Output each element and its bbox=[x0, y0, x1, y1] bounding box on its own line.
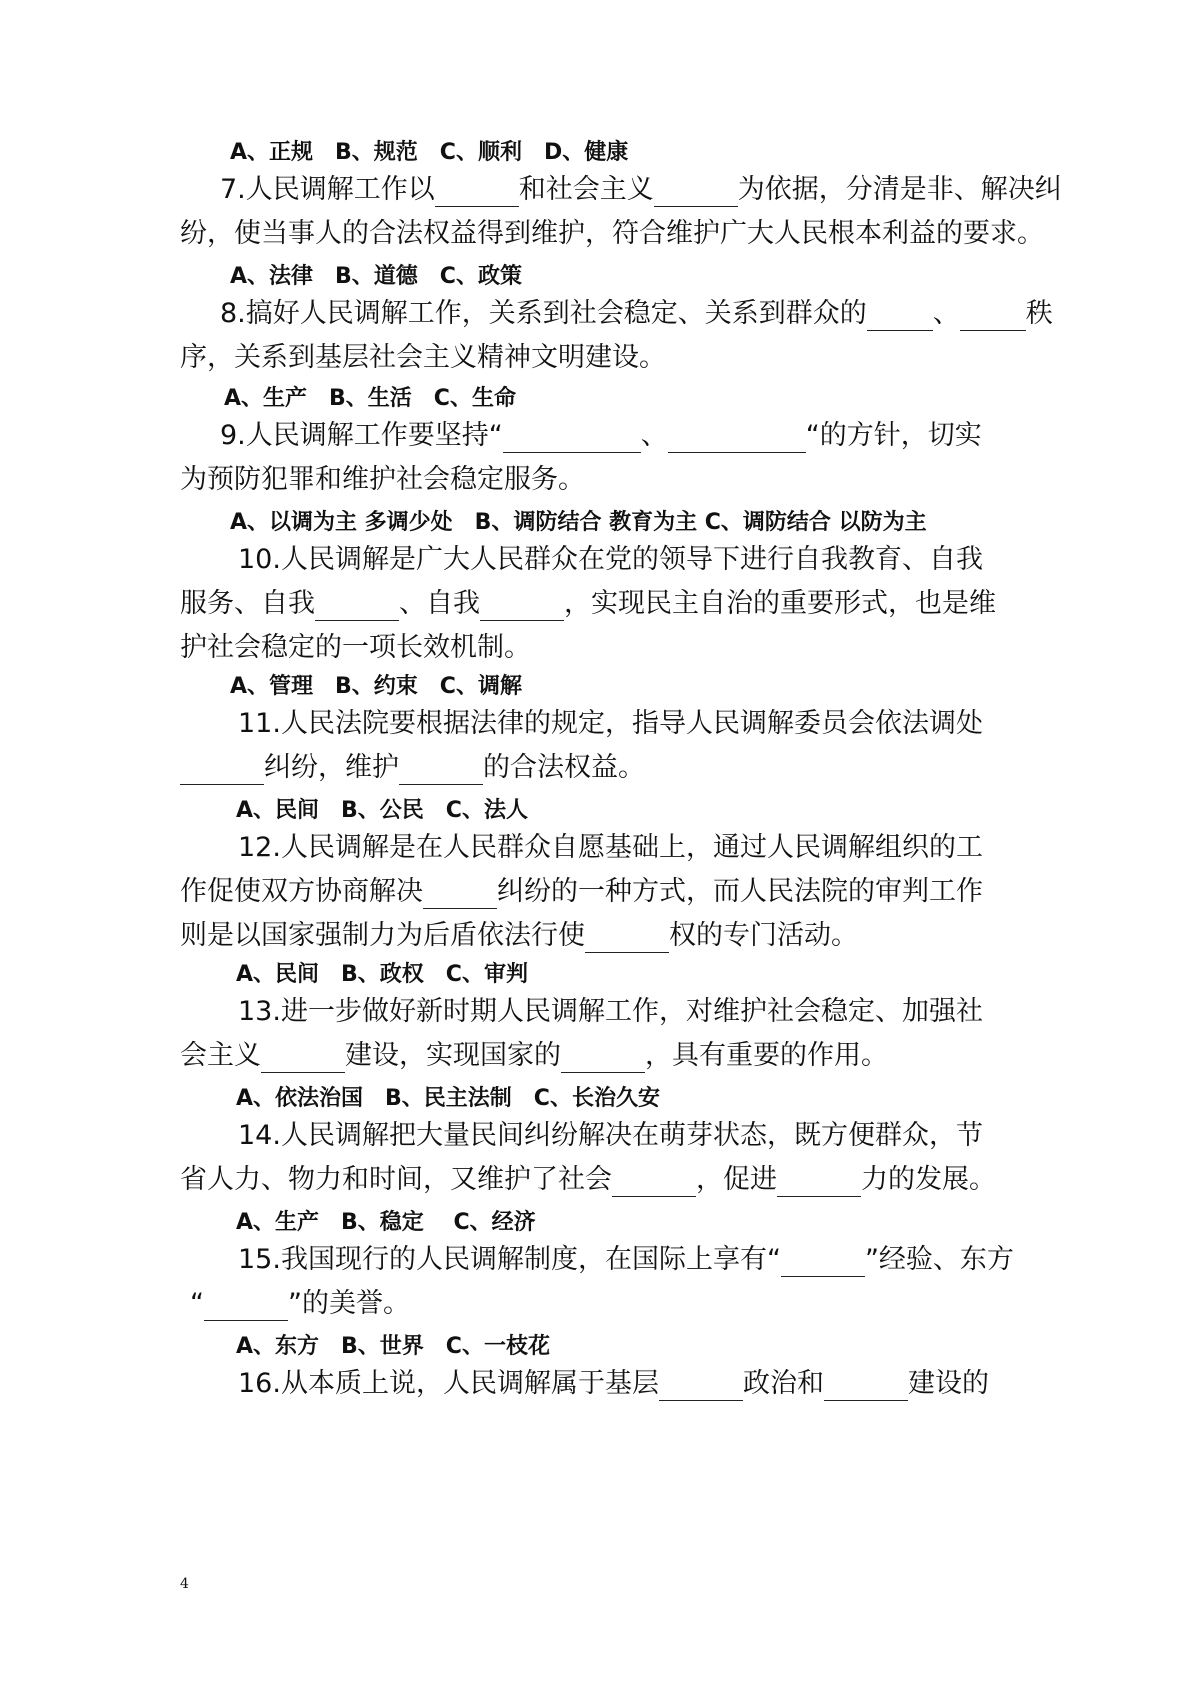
text-segment: 建设，实现国家的 bbox=[345, 1040, 561, 1071]
text-segment: ”经验、东方 bbox=[864, 1244, 1014, 1275]
blank-line bbox=[960, 298, 1026, 331]
options-q7: A、法律 B、道德 C、政策 bbox=[230, 264, 522, 289]
text-segment: 8.搞好人民调解工作，关系到社会稳定、关系到群众的 bbox=[220, 298, 867, 329]
question-10-line-1: 10.人民调解是广大人民群众在党的领导下进行自我教育、自我 bbox=[238, 544, 983, 575]
question-15-line-1 bbox=[238, 1238, 1014, 1282]
text-segment: 16.从本质上说，人民调解属于基层 bbox=[238, 1368, 659, 1399]
blank-line bbox=[204, 1288, 288, 1321]
options-q15: A、东方 B、世界 C、一枝花 bbox=[236, 1334, 550, 1359]
text-segment: 会主义 bbox=[180, 1040, 261, 1071]
text-segment: 建设的 bbox=[907, 1368, 989, 1399]
blank-line bbox=[561, 1040, 645, 1073]
text-segment: 15.我国现行的人民调解制度，在国际上享有“ bbox=[238, 1244, 781, 1275]
blank-line bbox=[824, 1368, 908, 1401]
blank-line bbox=[654, 174, 738, 207]
text-segment: 、 bbox=[932, 298, 960, 329]
text-segment: 则是以国家强制力为后盾依法行使 bbox=[180, 920, 585, 951]
text-segment: ，促进 bbox=[696, 1164, 777, 1195]
question-12-line-1: 12.人民调解是在人民群众自愿基础上，通过人民调解组织的工 bbox=[238, 832, 983, 863]
question-9-line-1 bbox=[220, 414, 982, 458]
question-13-line-2 bbox=[180, 1034, 888, 1078]
text-segment: 纠纷，维护 bbox=[264, 752, 399, 783]
question-8-line-2: 序，关系到基层社会主义精神文明建设。 bbox=[180, 342, 666, 373]
blank-line bbox=[585, 920, 669, 953]
question-11-line-2 bbox=[180, 746, 645, 790]
options-q13: A、依法治国 B、民主法制 C、长治久安 bbox=[236, 1086, 660, 1111]
question-7-line-1 bbox=[220, 168, 1062, 212]
text-segment: 省人力、物力和时间，又维护了社会 bbox=[180, 1164, 612, 1195]
blank-line bbox=[315, 588, 399, 621]
blank-line bbox=[777, 1164, 861, 1197]
text-segment: 和社会主义 bbox=[518, 174, 654, 205]
blank-line bbox=[480, 588, 564, 621]
blank-line bbox=[867, 298, 933, 331]
text-segment: 服务、自我 bbox=[180, 588, 315, 619]
blank-line bbox=[399, 752, 483, 785]
blank-line bbox=[180, 752, 264, 785]
text-segment: ，实现民主自治的重要形式，也是维 bbox=[564, 588, 996, 619]
text-segment: 秩 bbox=[1025, 298, 1053, 329]
question-11-line-1: 11.人民法院要根据法律的规定，指导人民调解委员会依法调处 bbox=[238, 708, 983, 739]
options-q9: A、以调为主 多调少处 B、调防结合 教育为主 C、调防结合 以防为主 bbox=[230, 510, 927, 535]
blank-line bbox=[435, 174, 519, 207]
blank-line bbox=[668, 420, 806, 453]
options-q14: A、生产 B、稳定 C、经济 bbox=[236, 1210, 536, 1235]
text-segment: 纠纷的一种方式，而人民法院的审判工作 bbox=[497, 876, 983, 907]
blank-line bbox=[423, 876, 497, 909]
text-segment: 政治和 bbox=[742, 1368, 824, 1399]
question-9-line-2: 为预防犯罪和维护社会稳定服务。 bbox=[180, 464, 585, 495]
options-q10: A、管理 B、约束 C、调解 bbox=[230, 674, 522, 699]
blank-line bbox=[503, 420, 641, 453]
options-q12: A、民间 B、政权 C、审判 bbox=[236, 962, 528, 987]
text-segment: 7.人民调解工作以 bbox=[220, 174, 435, 205]
text-segment: ，具有重要的作用。 bbox=[645, 1040, 888, 1071]
text-segment: 9.人民调解工作要坚持“ bbox=[220, 420, 503, 451]
question-7-line-2: 纷，使当事人的合法权益得到维护，符合维护广大人民根本利益的要求。 bbox=[180, 218, 1044, 249]
text-segment: 为依据，分清是非、解决纠 bbox=[737, 174, 1062, 205]
text-segment: 作促使双方协商解决 bbox=[180, 876, 423, 907]
text-segment: 、 bbox=[640, 420, 668, 451]
question-14-line-1: 14.人民调解把大量民间纠纷解决在萌芽状态，既方便群众，节 bbox=[238, 1120, 983, 1151]
blank-line bbox=[659, 1368, 743, 1401]
text-segment: 权的专门活动。 bbox=[669, 920, 858, 951]
question-10-line-2 bbox=[180, 582, 996, 626]
text-segment: 的合法权益。 bbox=[483, 752, 645, 783]
question-16-line-1 bbox=[238, 1362, 989, 1406]
blank-line bbox=[781, 1244, 865, 1277]
text-segment: “ bbox=[190, 1288, 204, 1319]
options-q6: A、正规 B、规范 C、顺利 D、健康 bbox=[230, 140, 629, 165]
text-segment: 力的发展。 bbox=[861, 1164, 996, 1195]
blank-line bbox=[261, 1040, 345, 1073]
question-12-line-3 bbox=[180, 914, 858, 958]
question-13-line-1: 13.进一步做好新时期人民调解工作，对维护社会稳定、加强社 bbox=[238, 996, 983, 1027]
page-number: 4 bbox=[180, 1576, 189, 1592]
question-15-line-2 bbox=[190, 1282, 410, 1326]
text-segment: 、自我 bbox=[399, 588, 480, 619]
text-segment: ”的美誉。 bbox=[288, 1288, 410, 1319]
options-q8: A、生产 B、生活 C、生命 bbox=[224, 386, 516, 411]
question-10-line-3: 护社会稳定的一项长效机制。 bbox=[180, 632, 531, 663]
options-q11: A、民间 B、公民 C、法人 bbox=[236, 798, 528, 823]
blank-line bbox=[612, 1164, 696, 1197]
question-14-line-2 bbox=[180, 1158, 996, 1202]
text-segment: “的方针，切实 bbox=[805, 420, 982, 451]
question-12-line-2 bbox=[180, 870, 983, 914]
question-8-line-1 bbox=[220, 292, 1053, 336]
